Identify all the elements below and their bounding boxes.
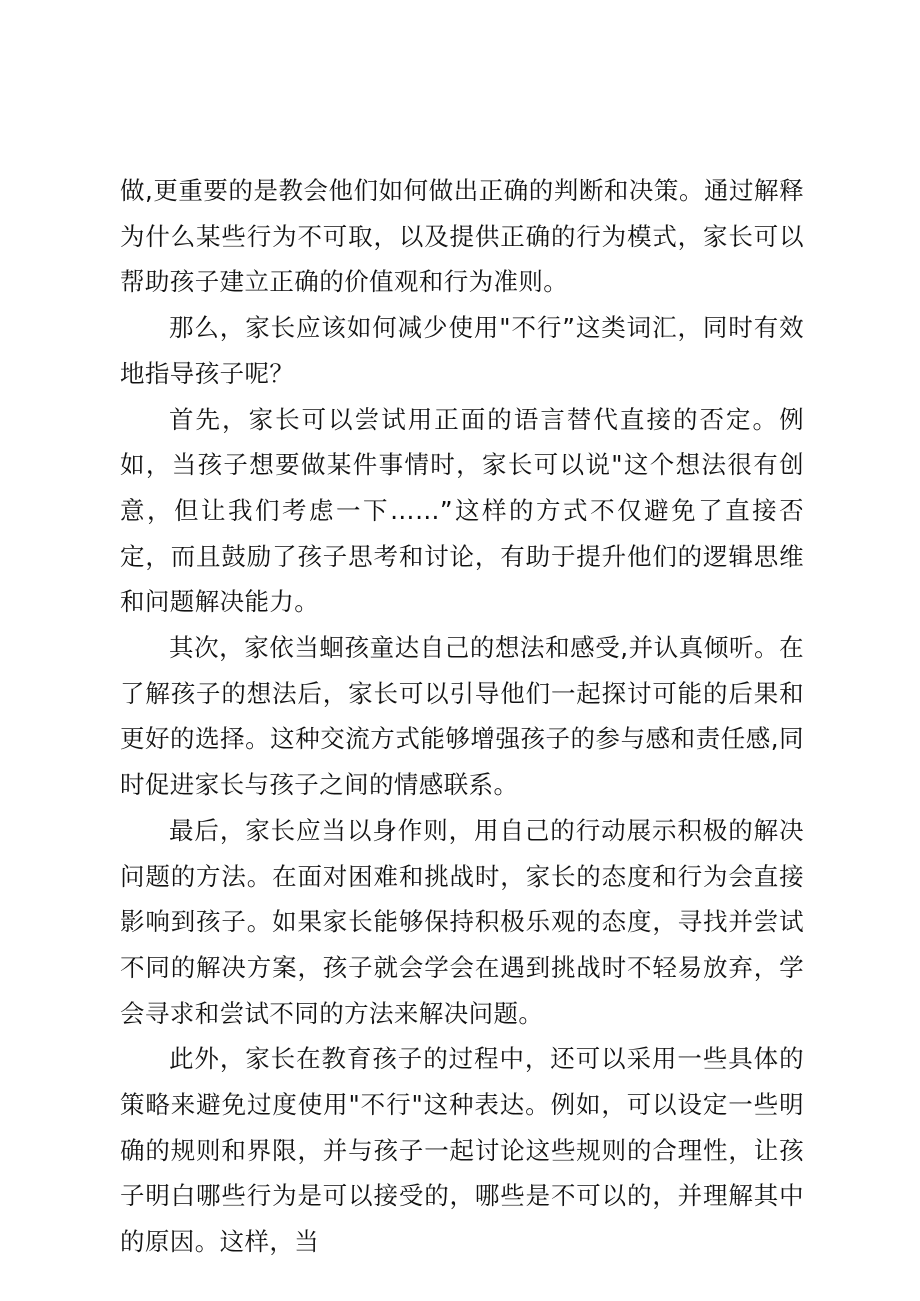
paragraph-additionally: 此外，家长在教育孩子的过程中，还可以采用一些具体的策略来避免过度使用"不行"这种表达。例如，可以设定一些明确的规则和界限，并与孩子一起讨论这些规则的合理性，让孩子明白哪些行为是可以接受的，哪些是不可以的，并理解其中的原因。这样，当 <box>120 1044 804 1257</box>
paragraph-second: 其次，家依当蛔孩童达自己的想法和感受,并认真倾听。在了解孩子的想法后，家长可以引导他们一起探讨可能的后果和更好的选择。这种交流方式能够增强孩子的参与感和责任感,同时促进家长与孩子之间的情感联系。 <box>120 633 804 800</box>
paragraph-last: 最后，家长应当以身作则，用自己的行动展示积极的解决问题的方法。在面对困难和挑战时，家长的态度和行为会直接影响到孩子。如果家长能够保持积极乐观的态度，寻找并尝试不同的解决方案，孩子就会学会在遇到挑战时不轻易放弃，学会寻求和尝试不同的方法来解决问题。 <box>120 815 804 1028</box>
paragraph-question: 那么，家长应该如何减少使用"不行”这类词汇，同时有效地指导孩子呢？ <box>120 313 804 388</box>
document-body <box>120 168 804 1265</box>
paragraph-continuation: 做,更重要的是教会他们如何做出正确的判断和决策。通过解释为什么某些行为不可取，以及提供正确的行为模式，家长可以帮助孩子建立正确的价值观和行为准则。 <box>120 176 804 297</box>
paragraph-first: 首先，家长可以尝试用正面的语言替代直接的否定。例如，当孩子想要做某件事情时，家长可以说"这个想法很有创意，但让我们考虑一下……”这样的方式不仅避免了直接否定，而且鼓励了孩子思考和讨论，有助于提升他们的逻辑思维和问题解决能力。 <box>120 404 804 617</box>
